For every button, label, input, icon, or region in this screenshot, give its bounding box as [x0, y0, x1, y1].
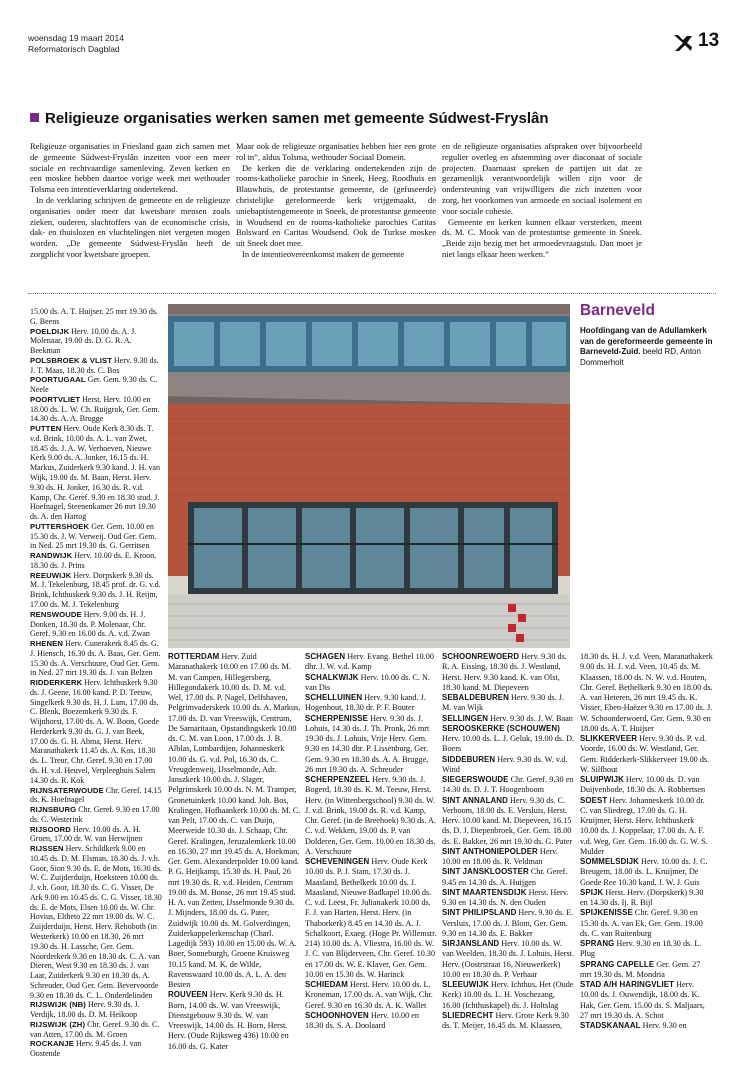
church-listing	[30, 1020, 162, 1040]
article-paragraph: De kerken die de verklaring ondertekenden zijn de rooms-katholieke parochie in Sneek, Heeg, Roodhuis en Blauwhuis, de protestantse gemeente, de (gefuseerde) christelijke gereformeerde kerk vrijgemaakt, de uniebaptistengemeente in Sneek, de protestantse gemeente in Woudsend en de rooms-katholieke parochies Caritas Bolsward en Caritas Woudsend. Ook de Turkse moskee uit Sneek doet mee.	[236, 162, 436, 249]
church-listing	[30, 825, 162, 845]
listing-place: SEROOSKERKE (SCHOUWEN)	[442, 723, 560, 733]
listing-place: SINT PHILIPSLAND	[442, 908, 517, 918]
church-listing	[30, 356, 162, 376]
listing-place: SPIJKENISSE	[580, 908, 633, 918]
church-listing	[30, 610, 162, 639]
listing-services: Herv. Cunerakerk 8.45 ds. G. J. Hiensch, 16.30 ds. A. Baas, Ger. Gem. 15.30 ds. A. Verschuure, Oud Ger. Gem. in Ned. 27 mrt 19.30 ds. J. van Belzen	[30, 639, 161, 678]
headline-square-icon	[30, 113, 39, 122]
listing-place: SOEST	[580, 795, 608, 805]
listing-column-1	[30, 307, 162, 1059]
listing-services: Chr. Geref. 9.45 en 14.30 ds. A. Huijgen	[442, 867, 568, 887]
church-listing	[30, 424, 162, 522]
listing-services: Herst. Herv. 10.00 en 18.00 ds. L. W. Ch. Ruijgrok, Ger. Gem. 14.30 ds. A. A. Brugge	[30, 394, 160, 424]
listing-services: Herv. Dorpskerk 9.30 ds. M. J. Tekelenburg, 18.45 prof. dr. G. v.d. Brink, Ichthuskerk 9.30 ds. J. H. Reijm, 17.00 ds. M. J. Tekelenburg	[30, 570, 161, 609]
listing-services: Herv. 9.30 ds. J. Verdijk, 18.00 ds. D. M. Heikoop	[30, 1000, 140, 1020]
listing-services: Herv. 9.45 ds. J. van Oostende	[30, 1039, 142, 1059]
church-listing	[442, 693, 575, 714]
listing-services: Herv. 10.00 en 18.30 ds. S. A. Doolaard	[305, 1010, 419, 1030]
newspaper-name: Reformatorisch Dagblad	[28, 44, 120, 54]
listing-services: Chr. Geref. 9.30 en 17.00 ds. C. Westerink	[30, 805, 160, 824]
church-listing	[30, 522, 162, 551]
church-listing	[30, 805, 162, 825]
listing-services: Herv. 9.30 ds. J. Bogerd, 18.30 ds. K. M. Teeuw, Herst. Herv. (in Wittenbergschool) 9.30 ds. W. J. v.d. Brink, 19.00 ds. R. v.d. Kamp, Chr. Geref. (in de Breehoek) 9.30 ds. A. C. v.d. Wekken, 19.00 ds. P. van Dolderen, Ger. Gem. 10.00 en 18.30 ds. A. Verschuure	[305, 775, 436, 856]
listing-services: Herv. Zuid Maranathakerk 10.00 en 17.00 ds. M. M. van Campen, Hillegersberg, Hillegondakerk 10.00 ds. D. M. v.d. Wel, 17.00 ds. P. Nagel, Delfshaven, Pelgrimvaderskerk 10.00 ds. A. Markus, 17.00 ds. D. van Vreeswijk, Centrum, De Samaritaan, Opstandingskerk 10.00 ds. C. M. van Loon, 17.00 ds. J. B. Alblas, Lombardijen, Johanneskerk 10.00 ds. G. v.d. Pol, 16.30 ds. C. Vreugdenweij, IJsselmonde, Adr. Janszkerk 10.00 ds. J. Slager, Pelgrimskerk 10.00 ds. N. M. Tramper, Gronetuinkerk 10.00 kand. Joh. Bos, Kralingen, Hofhaankerk 10.00 ds. M. C. van Pelt, 17.00 ds. C. van Duijn, Meerweide 10.30 ds. J. Schaap, Chr. Geref. Kralingen, Jeruzalemkerk 10.00 en 16.30, 27 mrt 19.45 ds. A. Hoekman, Ger. Gem. Alexanderpolder 10.00 kand. P. G. Heijkamp, 15.30 ds. H. Paul, 26 mrt 19.30 ds. R. v.d. Heiden, Centrum 19.00 ds. M. Bonse, 26 mrt 19.45 stud. H. A. van Zetten, IJsselmonde 9.30 ds. J. Mijnders, 18.00 ds. G. Pater, Zuidwijk 10.00 ds. M. Golverdingen, Zuiderkappelerkenschap (Charl. Lagedijk 593) 10.00 en 15.00 ds. W. A. Boer, Sonneburgh, Groene Kruisweg 10.15 kand. M. K. de Wilde, Ravenswaard 10.00 ds. A. L. A. den Besten	[168, 652, 301, 989]
church-listing	[30, 639, 162, 678]
listing-services: Herv. 9.30 ds. E. Versluis, 17.00 ds. J. Blom, Ger. Gem. 9.30 en 14.30 ds. E. Bakker	[442, 908, 574, 938]
listing-services: Herv. 10.00 ds. L. J. Geluk, 19.00 ds. D. Boers	[442, 734, 575, 754]
listing-place: POELDIJK	[30, 326, 70, 336]
church-listing	[168, 652, 301, 990]
listing-place: PUTTERSHOEK	[30, 521, 90, 531]
listing-place: SIEGERSWOUDE	[442, 775, 509, 784]
listing-services: Herv. 9.30 ds. P. v.d. Voorde, 16.00 ds. W. Westland, Ger. Gem. Ridderkerk-Slikkerveer 19.00 ds. W. Silfhout	[580, 734, 710, 774]
article-title-text: Religieuze organisaties werken samen met gemeente Súdwest-Fryslân	[45, 110, 549, 127]
listing-place: ROTTERDAM	[168, 652, 220, 661]
listing-place: POORTUGAAL	[30, 375, 86, 385]
church-listing	[442, 867, 575, 888]
church-listing	[30, 395, 162, 424]
church-listing	[580, 1021, 713, 1031]
listing-place: RIJSOORD	[30, 824, 71, 834]
listing-services: Ger. Gem. 10.00 en 15.30 ds. J. W. Verweij. Oud Ger. Gem. in Ned. 25 mrt 19.30 ds. G. Gerritsen	[30, 521, 157, 551]
church-listing	[30, 375, 162, 395]
listing-column-2	[168, 652, 301, 1052]
church-listing	[442, 775, 575, 796]
listing-services: 18.30 ds. H. J. v.d. Veen, Maranathakerk 9.00 ds. H. J. v.d. Veen, 10.45 ds. M. Klaassen, 18.00 ds. N. W. v.d. Houten, Chr. Geref. Bethelkerk 9.30 en 18.00 ds. A. van Heteren, 26 mrt 19.45 ds. K. Visser, Eben-Haëzer 9.30 en 17.00 ds. J. W. Schoonderwoerd, Ger. Gem. 9.30 en 18.00 ds. A. T. Huijser	[580, 652, 713, 733]
church-listing	[30, 307, 162, 327]
church-listing	[305, 775, 438, 857]
listing-services: Herst. Herv. (Dorpskerk) 9.30 en 14.30 ds. Ij. R. Bijl	[580, 887, 704, 907]
listing-services: Herv. Kerk 9.30 ds. H. Born, 14.00 ds. W. van Vreeswijk, Dienstgebouw 9.30 ds. W. van Vreeswijk, 14.00 ds. H. Born, Herst. Herv. (Oude Rijksweg 436) 10.00 en 16.00 ds. G. Kater	[168, 990, 289, 1051]
church-listing	[305, 980, 438, 1011]
listing-place: ROCKANJE	[30, 1039, 74, 1049]
listing-services: Herv. Ichthuskerk 9.30 ds. J. Geene, 16.00 kand. P. D. Teeuw, Singelkerk 9.30 ds. H. J. Lam, 17.00 ds. C. Blenk, Boezemkerk 9.30 ds. F. Wijnhorst, 17.00 ds. A. W. Boon, Goede Herderkerk 9.30 ds. G. J. van Beek, 17.00 ds. G. H. Abma, Herst. Herv. Maranathakerk 11.45 ds. A. Kos, 18.30 ds. L. Treur, Chr. Geref. 9.30 en 17.00 ds. H. v.d. Heuvel, Verpleeghuis Salem 14.30 ds. R. Kok	[30, 678, 160, 785]
page-number: 13	[698, 30, 720, 51]
listing-services: Herv. 10.00 ds. D. van Duijvenbode, 18.30 ds. A. Robbertsen	[580, 775, 706, 795]
church-listing	[442, 796, 575, 847]
listing-services: Herv. 10.00 ds. C. N. van Dis	[305, 672, 430, 692]
listing-services: Herst. Herv. 9.30 en 14.30 ds. N. den Ouden	[442, 887, 569, 907]
listing-column-4	[442, 652, 575, 1031]
church-listing	[442, 908, 575, 939]
listing-services: Herv. Evang. Bethel 10.00 dhr. J. W. v.d. Kamp	[305, 652, 434, 672]
listing-place: RIJSWIJK (ZH)	[30, 1019, 86, 1029]
article-column-2	[236, 141, 436, 260]
listing-services: Herv. 9.30 ds. W. v.d. Wind	[442, 754, 568, 774]
listing-column-3	[305, 652, 438, 1031]
church-listing	[442, 724, 575, 755]
listing-services: Herv. 9.30 en 18.30 ds. L. Plug	[580, 939, 702, 959]
church-listing	[442, 847, 575, 868]
church-listing	[442, 652, 575, 693]
listing-services: Herv. 9.30 ds. J. Lohuis, 14.30 ds. J. Th. Pronk, 26 mrt 19.30 ds. J. Lohuis, Vrije Herv. Gem. 9.30 en 14.30 dhr. P. Lissenburg, Ger. Gem. 9.30 en 18.30 ds. A. A. Brugge, 26 mrt 19.30 ds. A. Schreuder	[305, 713, 430, 774]
listing-place: SCHIEDAM	[305, 980, 348, 989]
listing-place: STADSKANAAL	[580, 1021, 641, 1030]
listing-place: RIJNSATERWOUDE	[30, 785, 104, 795]
listing-place: SLEEUWIJK	[442, 980, 489, 989]
listing-place: SINT JANSKLOOSTER	[442, 867, 529, 877]
church-listing	[580, 888, 713, 909]
divider	[28, 293, 716, 294]
listing-place: SINT MAARTENSDIJK	[442, 887, 527, 897]
listing-place: SEBALDEBUREN	[442, 693, 509, 702]
listing-place: SINT ANNALAND	[442, 795, 508, 805]
newspaper-logo-icon	[673, 33, 693, 53]
listing-services: Ger. Gem. 27 mrt 19.30 ds. M. Mondria	[580, 959, 701, 979]
church-listing	[305, 652, 438, 673]
listing-services: Chr. Geref. 9.30 en 14.30 ds. D. J. T. Hoogenboom	[442, 775, 574, 795]
listing-place: STAD A/H HARINGVLIET	[580, 980, 675, 989]
church-listing	[30, 571, 162, 610]
church-listing	[305, 673, 438, 694]
listing-column-5	[580, 652, 713, 1031]
listing-place: SIDDEBUREN	[442, 754, 496, 764]
listing-place: PUTTEN	[30, 424, 62, 434]
listing-place: SCHOONHOVEN	[305, 1010, 369, 1020]
listing-place: SCHELLUINEN	[305, 693, 363, 702]
listing-services: Herv. Oude Kerk 8.30 ds. T. v.d. Brink, 10.00 ds. A. L. van Zwet, 18.45 ds. J. A. W. Verhoeven, Nieuwe Kerk 9.00 ds. A. Jonker, 16.15 ds. H. Markus, Zuiderkerk 9.30 kand. J. H. van Wijk, 19.00 ds. M. Baan, Herst. Herv. 9.30 ds. H. Jonker, 16.30 ds. R. v.d. Kamp, Chr. Geref. 9.30 en 18.30 stud. J. Hoefnagel, Steenenkamer 26 mrt 19.30 ds. A. den Hartog	[30, 424, 160, 522]
church-listing	[580, 775, 713, 796]
article-paragraph: Gemeente en kerken kunnen elkaar versterken, meent ds. M. C. Mook van de protestantse gemeente in Sneek. „Beide zijn bezig met het armoedevraagstuk. Dan moet je niet langs elkaar heen werken.”	[442, 216, 642, 259]
listing-services: Herv. 10.00 en 18.00 ds. R. Veldman	[442, 846, 558, 866]
listing-services: Herv. 9.30 en	[640, 1021, 687, 1030]
church-listing	[30, 551, 162, 571]
listing-place: RANDWIJK	[30, 551, 73, 561]
listing-place: SCHALKWIJK	[305, 672, 359, 682]
article-paragraph: In de verklaring schrijven de gemeente en de religieuze organisaties onder meer dat kwetsbare mensen zoals zieken, ouderen, slachtoffers van de economische crisis, dak- en thuislozen en vluchtelingen niet vergeten mogen worden. „De gemeente Súdwest-Fryslân heeft de zorgplicht voor kwetsbare groepen.	[30, 194, 230, 259]
church-photo	[168, 304, 570, 648]
listing-place: SCHOONREWOERD	[442, 652, 520, 661]
listing-services: Herv. 10.00 ds. J. Ouwendijk, 18.00 ds. K. Hak, Ger. Gem. 15.00 ds. S. Maljaars, 27 mrt 19.30 ds. A. Schot	[580, 980, 705, 1020]
church-listing	[442, 1011, 575, 1032]
photo-credit: beeld RD, Anton Dommerholt	[580, 347, 701, 367]
church-listing	[168, 990, 301, 1052]
listing-services: Herv. Johanneskerk 10.00 dr. C. van Sliedregt, 17.00 ds. G. H. Kruijmer, Herst. Herv. Ichthuskerk 10.00 ds. J. Koppelaar, 17.00 ds. A. F. v.d. Weg, Ger. Gem. 16.00 ds. G. W. S. Mulder	[580, 795, 708, 856]
listing-place: RENSWOUDE	[30, 609, 82, 619]
article-paragraph: Maar ook de religieuze organisaties hebben hier een grote rol in”, aldus Tolsma, wethouder Sociaal Domein.	[236, 141, 436, 162]
listing-services: Herv. Ichthus, Het (Oude Kerk) 10.00 ds. L. H. Voschezang, 16.00 (Ichthuskapel) ds. J. Holtslag	[442, 980, 574, 1010]
listing-services: Herv. 9.30 ds. J. W. Baan	[488, 713, 573, 723]
church-listing	[580, 734, 713, 775]
header-date: woensdag 19 maart 2014	[28, 33, 124, 43]
church-listing	[580, 796, 713, 858]
listing-services: Herv. Oude Kerk 10.00 ds. P. J. Stam, 17.30 ds. J. Maasland, Bethelkerk 10.00 ds. J. Maasland, Nieuwe Badkapel 10.00 ds. C. v.d. Leest, Fr. Julianakerk 10.00 ds. F. J. van Harten, Herst. Herv. (in Thaborkerk) 8.45 en 14.30 ds. A. J. Schalkoort, Exaeg. (Hoge Pr. Willemstr. 214) 10.00 ds. A. Vliestra, 16.00 ds. W. J. C. van Blijderveen, Chr. Geref. 10.30 en 17.00 ds. W. E. Klaver, Ger. Gem. 10.00 en 15.30 ds. W. Harinck	[305, 857, 437, 979]
listing-services: Herv. 10.00 ds. W. van Weelden, 18.30 ds. J. Lohuis, Herst. Herv. (Oostrstraat 16, Nieuwerkerk) 10.00 en 18.30 ds. P. Verhaar	[442, 939, 574, 979]
listing-place: ROUVEEN	[168, 990, 208, 1000]
photo-place: Barneveld	[580, 302, 655, 319]
church-listing	[580, 980, 713, 1021]
article-paragraph: en de religieuze organisaties afspraken over bijvoorbeeld regulier overleg en afstemming over diaconaat of sociale projecten. Daarnaast spreken de partijen uit dat ze gezamenlijk verantwoordelijk willen zijn voor de ondersteuning van vrijwilligers die zich inzetten voor zorg, het voorkomen van armoede en sociaal isolement en voor sociale cohesie.	[442, 141, 642, 216]
listing-services: Herv. 10.00 ds. E. Kroon, 18.30 ds. J. Prins	[30, 551, 157, 570]
listing-place: SIRJANSLAND	[442, 939, 500, 948]
listing-services: Chr. Geref. 14.15 ds. K. Hoefnagel	[30, 785, 162, 805]
listing-place: SELLINGEN	[442, 713, 489, 723]
church-listing	[30, 786, 162, 806]
listing-services: Herv. 9.30 kand. J. Hogenhout, 18.30 dr. P. F. Bouter	[305, 693, 426, 713]
listing-services: Chr. Geref. 9.30 en 15.30 ds. A. van Ek, Ger. Gem. 19.00 ds. C. van Ruitenburg	[580, 908, 703, 938]
listing-place: SPRANG	[580, 939, 615, 948]
church-listing	[580, 652, 713, 734]
listing-services: Chr. Geref. 9.30 ds. C. van Atten, 17.00 ds. M. Groen	[30, 1019, 160, 1039]
listing-services: Herv. 9.30 ds. R. A. Eissing, 18.30 ds. J. Westland, Herst. Herv. 9.30 kand. K. van Olst, 18.30 kand. M. Diepeveen	[442, 652, 567, 692]
listing-place: POLSBROEK & VLIST	[30, 355, 112, 365]
page-header	[28, 33, 124, 55]
church-listing	[305, 693, 438, 714]
listing-place: SINT ANTHONIEPOLDER	[442, 846, 538, 856]
listing-services: Herst. Herv. 10.00 ds. L. Kroneman, 17.00 ds. A. van Wijk, Chr. Geref. 9.30 en 16.30 ds. A. K. Wallet	[305, 980, 433, 1010]
church-listing	[30, 1000, 162, 1020]
listing-place: SCHEVENINGEN	[305, 857, 370, 866]
church-listing	[442, 888, 575, 909]
listing-place: SLUIPWIJK	[580, 775, 624, 784]
listing-services: Herv. Schildkerk 9.00 en 10.45 ds. D. M. Elsman, 18.30 ds. J. v.h. Goor, Sion 9.30 ds. E. de Mots, 16.30 ds. W. C. Zuijderduijn, Hoeksteen 10.00 ds. J. v.h. Goor, 18.30 ds. C. G. Visser, De Ark 9.00 en 10.45 ds. C. G. Visser, 18.30 ds. E. de Mots, Elsen 10.00 ds. W. Chr. Hovius, Eltheto 22 mrt 19.00 ds. W. C. Zuijderduijn, Herst. Herv. Rehoboth (in Westerkerk) 10.00 en 18.30, 26 mrt 19.30 ds. H. Lassche, Ger. Gem. Noorderkerk 9.30 en 18.30 ds. C. A. van Dieren, West 9.30 en 18.30 ds. J. van Laar, Zuiderkerk 9.30 en 18.30 ds. A. Schreuder, Oud Ger. Gem. Bevervoorde 9.30 en 18.30 ds. C. L. Onderdelinden	[30, 844, 162, 1000]
church-listing	[442, 939, 575, 980]
church-listing	[30, 1039, 162, 1059]
article-column-1	[30, 141, 230, 260]
listing-place: RIJNSBURG	[30, 805, 77, 815]
church-listing	[442, 980, 575, 1011]
church-listing	[442, 755, 575, 776]
listing-services: Ger. Gem. 9.30 ds. C. Neele	[30, 375, 158, 395]
listing-services: Herv. 10.00 ds. J. C. Breugem, 18.00 ds. L. Kruijmer, De Goede Ree 10.30 kand. J. W. J. Guis	[580, 857, 708, 887]
listing-services: Herv. 10.00 ds. A. H. Groen, 17.00 dr. W. van Herwijnen	[30, 824, 143, 844]
listing-place: RHENEN	[30, 639, 64, 649]
church-listing	[580, 908, 713, 939]
listing-services: Herv. 9.00 ds. H. J. Donken, 18.30 ds. P. Molenaar, Chr. Geref. 9.30 en 16.00 ds. A. v.d. Zwan	[30, 609, 150, 639]
article-column-3	[442, 141, 642, 260]
listing-place: SCHERPENISSE	[305, 713, 369, 723]
photo-caption-box	[580, 302, 720, 368]
listing-place: SCHAGEN	[305, 652, 346, 661]
church-listing	[305, 1011, 438, 1032]
listing-place: RIDDERKERK	[30, 678, 83, 688]
listing-services: 15.00 ds. A. T. Huijser. 25 mrt 19.30 ds. G. Beens	[30, 307, 158, 326]
listing-services: Herv. 9.30 ds. J. T. Maas, 18.30 ds. C. Bos	[30, 355, 159, 375]
article-paragraph: Religieuze organisaties in Friesland gaan zich samen met de gemeente Súdwest-Fryslân inzetten voor een meer sociale en rechtvaardige samenleving. Zeven kerken en een moskee hebben daartoe vorige week met wethouder Tolsma een intentieverklaring ondertekend.	[30, 141, 230, 195]
church-listing	[580, 960, 713, 981]
listing-place: SPIJK	[580, 887, 604, 897]
church-listing	[30, 678, 162, 785]
listing-place: RIJSWIJK (NB)	[30, 1000, 86, 1010]
listing-services: Herv. 10.00 ds. A. J. Molenaar, 19.00 ds. D. G. R. A. Beekman	[30, 326, 137, 356]
photo-caption-text: Hoofdingang van de Adullamkerk van de gereformeerde gemeente in Barneveld-Zuid.	[580, 326, 713, 356]
listing-place: REEUWIJK	[30, 570, 72, 580]
church-listing	[442, 714, 575, 724]
church-listing	[30, 327, 162, 356]
listing-place: SLIKKERVEER	[580, 734, 638, 743]
church-listing	[30, 844, 162, 1000]
church-listing	[580, 939, 713, 960]
article-paragraph: In de intentieovereenkomst maken de gemeente	[242, 248, 405, 259]
listing-place: POORTVLIET	[30, 394, 81, 404]
listing-place: SOMMELSDIJK	[580, 857, 639, 866]
listing-place: SCHERPENZEEL	[305, 775, 371, 784]
listing-services: Herv. Grote Kerk 9.30 ds. T. Meijer, 16.45 ds. M. Klaassen,	[442, 1010, 569, 1030]
listing-place: SPRANG CAPELLE	[580, 959, 655, 969]
photo-caption	[580, 326, 720, 368]
church-listing	[305, 857, 438, 980]
article-title	[30, 110, 549, 127]
listing-place: SLIEDRECHT	[442, 1010, 494, 1020]
listing-place: RIJSSEN	[30, 844, 64, 854]
church-listing	[305, 714, 438, 776]
church-listing	[580, 857, 713, 888]
listing-services: Herv. 9.30 ds. C. Verboom, 18.00 ds. E. Versluis, Herst. Herv. 10.00 kand. M. Diepeveen, 16.15 ds. D. J. Diepenbroek, Ger. Gem. 18.00 ds. E. Bakker, 26 mrt 19.30 ds. G. Pater	[442, 795, 573, 846]
listing-services: Herv. 9.30 ds. J. M. van Wijk	[442, 693, 564, 713]
